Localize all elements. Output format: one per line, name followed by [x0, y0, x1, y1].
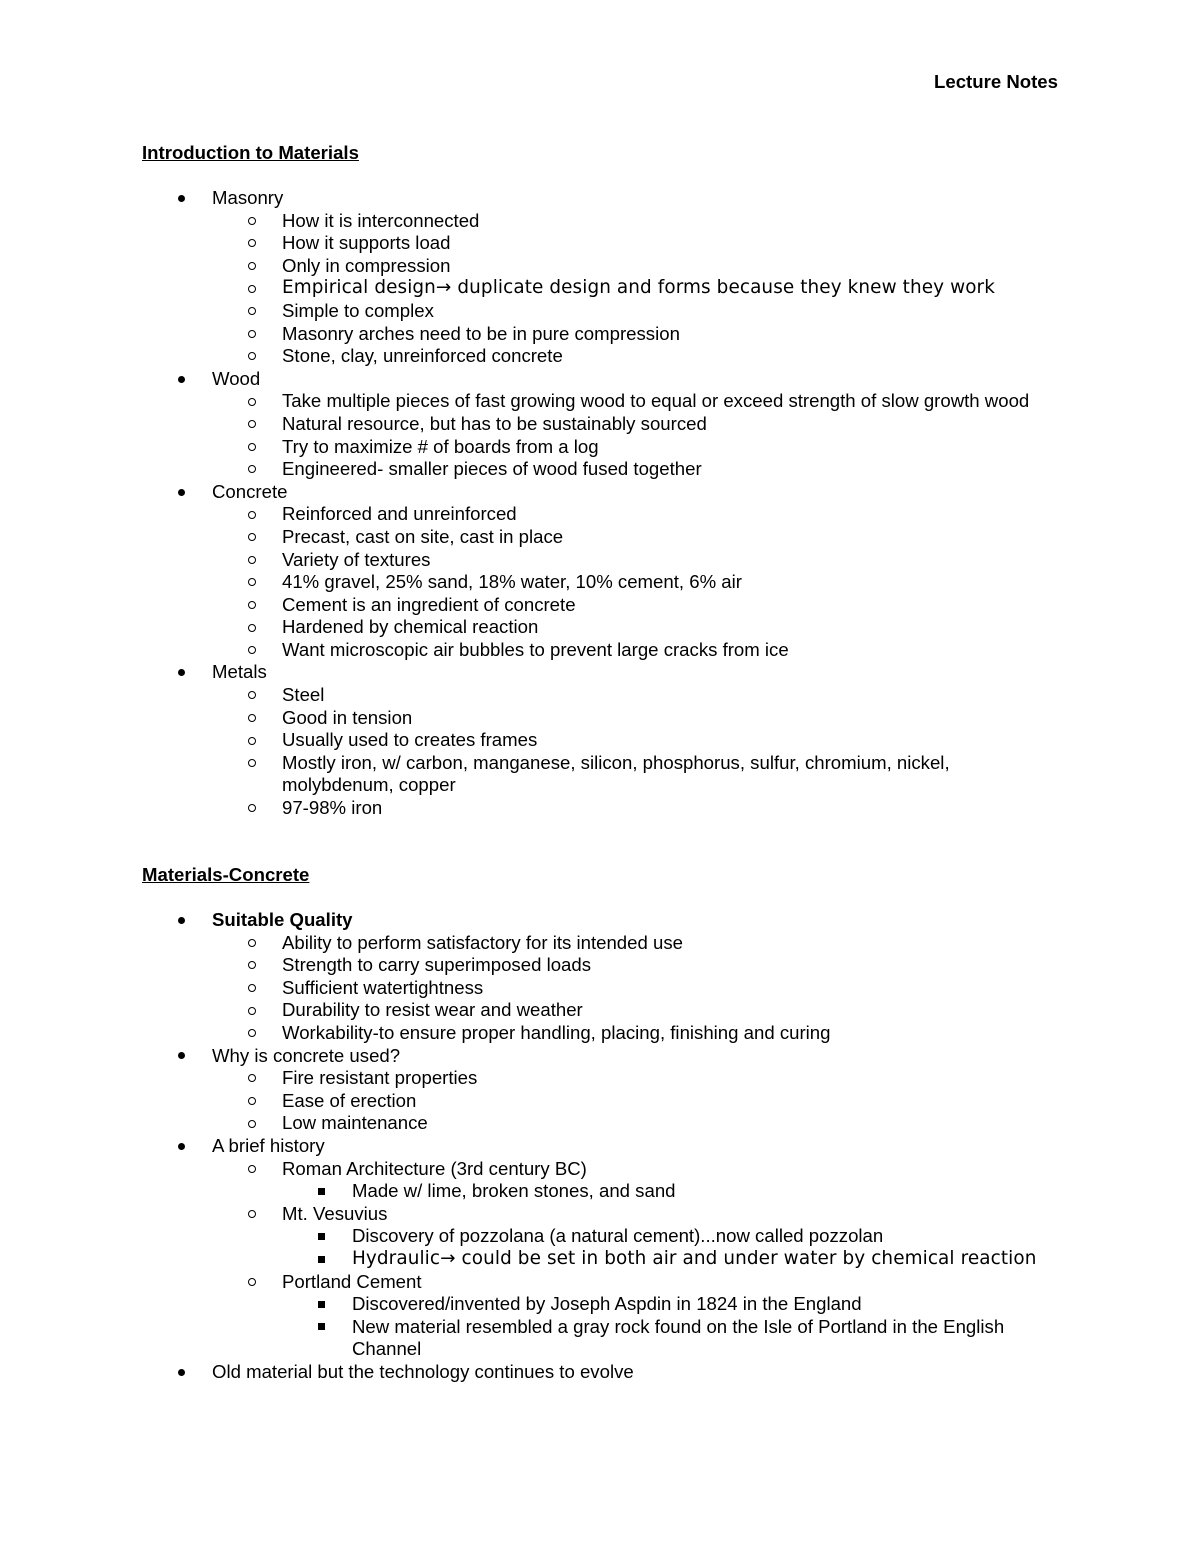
- list-item: [212, 999, 1062, 1022]
- list-item: [212, 639, 1062, 662]
- bullet-circle-icon: [248, 977, 256, 1000]
- list-item: [212, 684, 1062, 707]
- list-item-label: Roman Architecture (3rd century BC): [282, 1157, 587, 1179]
- document-header-title: Lecture Notes: [934, 71, 1058, 92]
- list-item: [212, 954, 1062, 977]
- bullet-dot-icon: [178, 368, 185, 391]
- list-item-label: Suitable Quality: [212, 909, 353, 930]
- bullet-circle-icon: [248, 300, 256, 323]
- list-item: [212, 1271, 1062, 1361]
- list-item-label: 97-98% iron: [282, 797, 383, 819]
- list-item: [212, 526, 1062, 549]
- list-item: [282, 1225, 1062, 1248]
- bullet-circle-icon: [248, 616, 256, 639]
- bullet-circle-icon: [248, 707, 256, 730]
- list-item-label: Variety of textures: [282, 548, 431, 570]
- list-item: [212, 1067, 1062, 1090]
- list-item-label: Wood: [212, 367, 261, 389]
- sub-list: [212, 1158, 1062, 1361]
- bullet-dot-icon: [178, 481, 185, 504]
- bullet-circle-icon: [248, 639, 256, 662]
- bullet-circle-icon: [248, 752, 256, 775]
- list-item-label: Precast, cast on site, cast in place: [282, 525, 564, 547]
- sub-list: [212, 684, 1062, 820]
- list-item-label: Why is concrete used?: [212, 1044, 401, 1066]
- list-item: [212, 752, 1062, 797]
- bullet-circle-icon: [248, 1090, 256, 1113]
- list-item-label: Simple to complex: [282, 299, 434, 321]
- bullet-circle-icon: [248, 571, 256, 594]
- bullet-circle-icon: [248, 345, 256, 368]
- list-item: [142, 187, 1062, 368]
- bullet-circle-icon: [248, 436, 256, 459]
- list-item-label: Portland Cement: [282, 1270, 422, 1292]
- list-item-label: Mostly iron, w/ carbon, manganese, silicon, phosphorus, sulfur, chromium, nickel, molybdenum, copper: [282, 751, 950, 796]
- bullet-circle-icon: [248, 1271, 256, 1294]
- list-item-label: Concrete: [212, 480, 288, 502]
- list-item-label: Ease of erection: [282, 1089, 417, 1111]
- bullet-square-icon: [318, 1293, 325, 1316]
- list-item: [212, 323, 1062, 346]
- bullet-circle-icon: [248, 1112, 256, 1135]
- bullet-square-icon: [318, 1225, 325, 1248]
- list-item-label: Usually used to creates frames: [282, 729, 538, 751]
- list-item-label: Steel: [282, 684, 325, 706]
- list-item: [142, 481, 1062, 662]
- list-item: [212, 571, 1062, 594]
- list-item: [212, 616, 1062, 639]
- list-item-label: Sufficient watertightness: [282, 976, 484, 998]
- section-title: Materials-Concrete: [142, 864, 310, 885]
- list-item: [282, 1248, 1062, 1271]
- list-item-label: Discovery of pozzolana (a natural cement)...now called pozzolan: [352, 1225, 884, 1247]
- list-item-label: How it supports load: [282, 232, 451, 254]
- list-item-label: Try to maximize # of boards from a log: [282, 435, 599, 457]
- bullet-circle-icon: [248, 526, 256, 549]
- list-item-label: Workability-to ensure proper handling, placing, finishing and curing: [282, 1021, 831, 1043]
- bullet-dot-icon: [178, 1045, 185, 1068]
- list-item-label: Only in compression: [282, 254, 451, 276]
- bullet-circle-icon: [248, 503, 256, 526]
- bullet-circle-icon: [248, 390, 256, 413]
- sub-list: [212, 210, 1062, 368]
- list-item-label: Masonry arches need to be in pure compression: [282, 322, 680, 344]
- bullet-circle-icon: [248, 232, 256, 255]
- section-introduction-to-materials: [142, 142, 1062, 820]
- list-item: [142, 1045, 1062, 1135]
- bullet-circle-icon: [248, 932, 256, 955]
- sub-sub-list: [282, 1225, 1062, 1270]
- list-item: [212, 458, 1062, 481]
- bullet-list: [142, 187, 1062, 820]
- list-item: [212, 1203, 1062, 1271]
- list-item-label: Want microscopic air bubbles to prevent large cracks from ice: [282, 638, 789, 660]
- list-item: [142, 909, 1062, 1045]
- list-item-label: Old material but the technology continues to evolve: [212, 1360, 634, 1382]
- bullet-circle-icon: [248, 549, 256, 572]
- list-item-label: How it is interconnected: [282, 209, 480, 231]
- bullet-dot-icon: [178, 187, 185, 210]
- bullet-circle-icon: [248, 413, 256, 436]
- bullet-circle-icon: [248, 797, 256, 820]
- list-item-label: Ability to perform satisfactory for its intended use: [282, 931, 683, 953]
- bullet-circle-icon: [248, 729, 256, 752]
- list-item: [212, 232, 1062, 255]
- list-item: [212, 210, 1062, 233]
- sub-list: [212, 503, 1062, 661]
- list-item-label: Hardened by chemical reaction: [282, 616, 539, 638]
- list-item-label: 41% gravel, 25% sand, 18% water, 10% cement, 6% air: [282, 571, 742, 593]
- list-item: [212, 932, 1062, 955]
- list-item-label: Take multiple pieces of fast growing wood to equal or exceed strength of slow growth wood: [282, 390, 1030, 412]
- list-item-label: Natural resource, but has to be sustainably sourced: [282, 412, 707, 434]
- section-title: Introduction to Materials: [142, 142, 359, 163]
- list-item: [212, 549, 1062, 572]
- list-item: [212, 1090, 1062, 1113]
- bullet-circle-icon: [248, 594, 256, 617]
- list-item-label: Hydraulic→ could be set in both air and under water by chemical reaction: [352, 1247, 1037, 1269]
- list-item-label: Discovered/invented by Joseph Aspdin in 1824 in the England: [352, 1293, 862, 1315]
- list-item-label: Low maintenance: [282, 1112, 428, 1134]
- list-item: [282, 1316, 1062, 1361]
- bullet-circle-icon: [248, 277, 256, 300]
- list-item: [212, 977, 1062, 1000]
- list-item: [282, 1180, 1062, 1203]
- list-item-label: Metals: [212, 661, 267, 683]
- list-item-label: Masonry: [212, 187, 284, 208]
- sub-list: [212, 1067, 1062, 1135]
- bullet-circle-icon: [248, 323, 256, 346]
- bullet-circle-icon: [248, 255, 256, 278]
- sub-list: [212, 390, 1062, 480]
- list-item-label: Reinforced and unreinforced: [282, 503, 517, 525]
- list-item: [142, 1361, 1062, 1384]
- list-item: [212, 1158, 1062, 1203]
- list-item: [142, 368, 1062, 481]
- list-item: [212, 707, 1062, 730]
- list-item: [212, 729, 1062, 752]
- bullet-circle-icon: [248, 1022, 256, 1045]
- list-item: [212, 413, 1062, 436]
- sub-sub-list: [282, 1293, 1062, 1361]
- bullet-circle-icon: [248, 1158, 256, 1181]
- list-item-label: Stone, clay, unreinforced concrete: [282, 345, 563, 367]
- list-item: [212, 300, 1062, 323]
- list-item: [142, 1135, 1062, 1361]
- bullet-circle-icon: [248, 684, 256, 707]
- list-item-label: Durability to resist wear and weather: [282, 999, 583, 1021]
- list-item: [212, 436, 1062, 459]
- list-item-label: Good in tension: [282, 706, 413, 728]
- list-item: [212, 277, 1062, 300]
- list-item: [212, 345, 1062, 368]
- bullet-dot-icon: [178, 1361, 185, 1384]
- section-materials-concrete: [142, 864, 1062, 1383]
- sub-sub-list: [282, 1180, 1062, 1203]
- list-item: [212, 594, 1062, 617]
- bullet-circle-icon: [248, 954, 256, 977]
- list-item: [212, 1112, 1062, 1135]
- bullet-circle-icon: [248, 210, 256, 233]
- bullet-dot-icon: [178, 909, 185, 932]
- list-item-label: Strength to carry superimposed loads: [282, 954, 592, 976]
- list-item: [212, 503, 1062, 526]
- list-item-label: Empirical design→ duplicate design and forms because they knew they work: [282, 277, 995, 299]
- list-item: [212, 1022, 1062, 1045]
- list-item: [212, 255, 1062, 278]
- bullet-circle-icon: [248, 1067, 256, 1090]
- bullet-list: [142, 909, 1062, 1383]
- list-item: [212, 390, 1062, 413]
- list-item-label: Mt. Vesuvius: [282, 1202, 388, 1224]
- list-item-label: Engineered- smaller pieces of wood fused together: [282, 458, 702, 480]
- list-item-label: Made w/ lime, broken stones, and sand: [352, 1180, 676, 1202]
- bullet-square-icon: [318, 1180, 325, 1203]
- bullet-dot-icon: [178, 1135, 185, 1158]
- bullet-square-icon: [318, 1316, 325, 1339]
- bullet-square-icon: [318, 1248, 325, 1271]
- bullet-dot-icon: [178, 661, 185, 684]
- list-item-label: A brief history: [212, 1134, 325, 1156]
- bullet-circle-icon: [248, 999, 256, 1022]
- list-item: [282, 1293, 1062, 1316]
- list-item: [142, 661, 1062, 819]
- list-item-label: Fire resistant properties: [282, 1067, 478, 1089]
- bullet-circle-icon: [248, 458, 256, 481]
- list-item-label: Cement is an ingredient of concrete: [282, 593, 576, 615]
- list-item-label: New material resembled a gray rock found on the Isle of Portland in the English Channel: [352, 1315, 1005, 1360]
- bullet-circle-icon: [248, 1203, 256, 1226]
- list-item: [212, 797, 1062, 820]
- sub-list: [212, 932, 1062, 1045]
